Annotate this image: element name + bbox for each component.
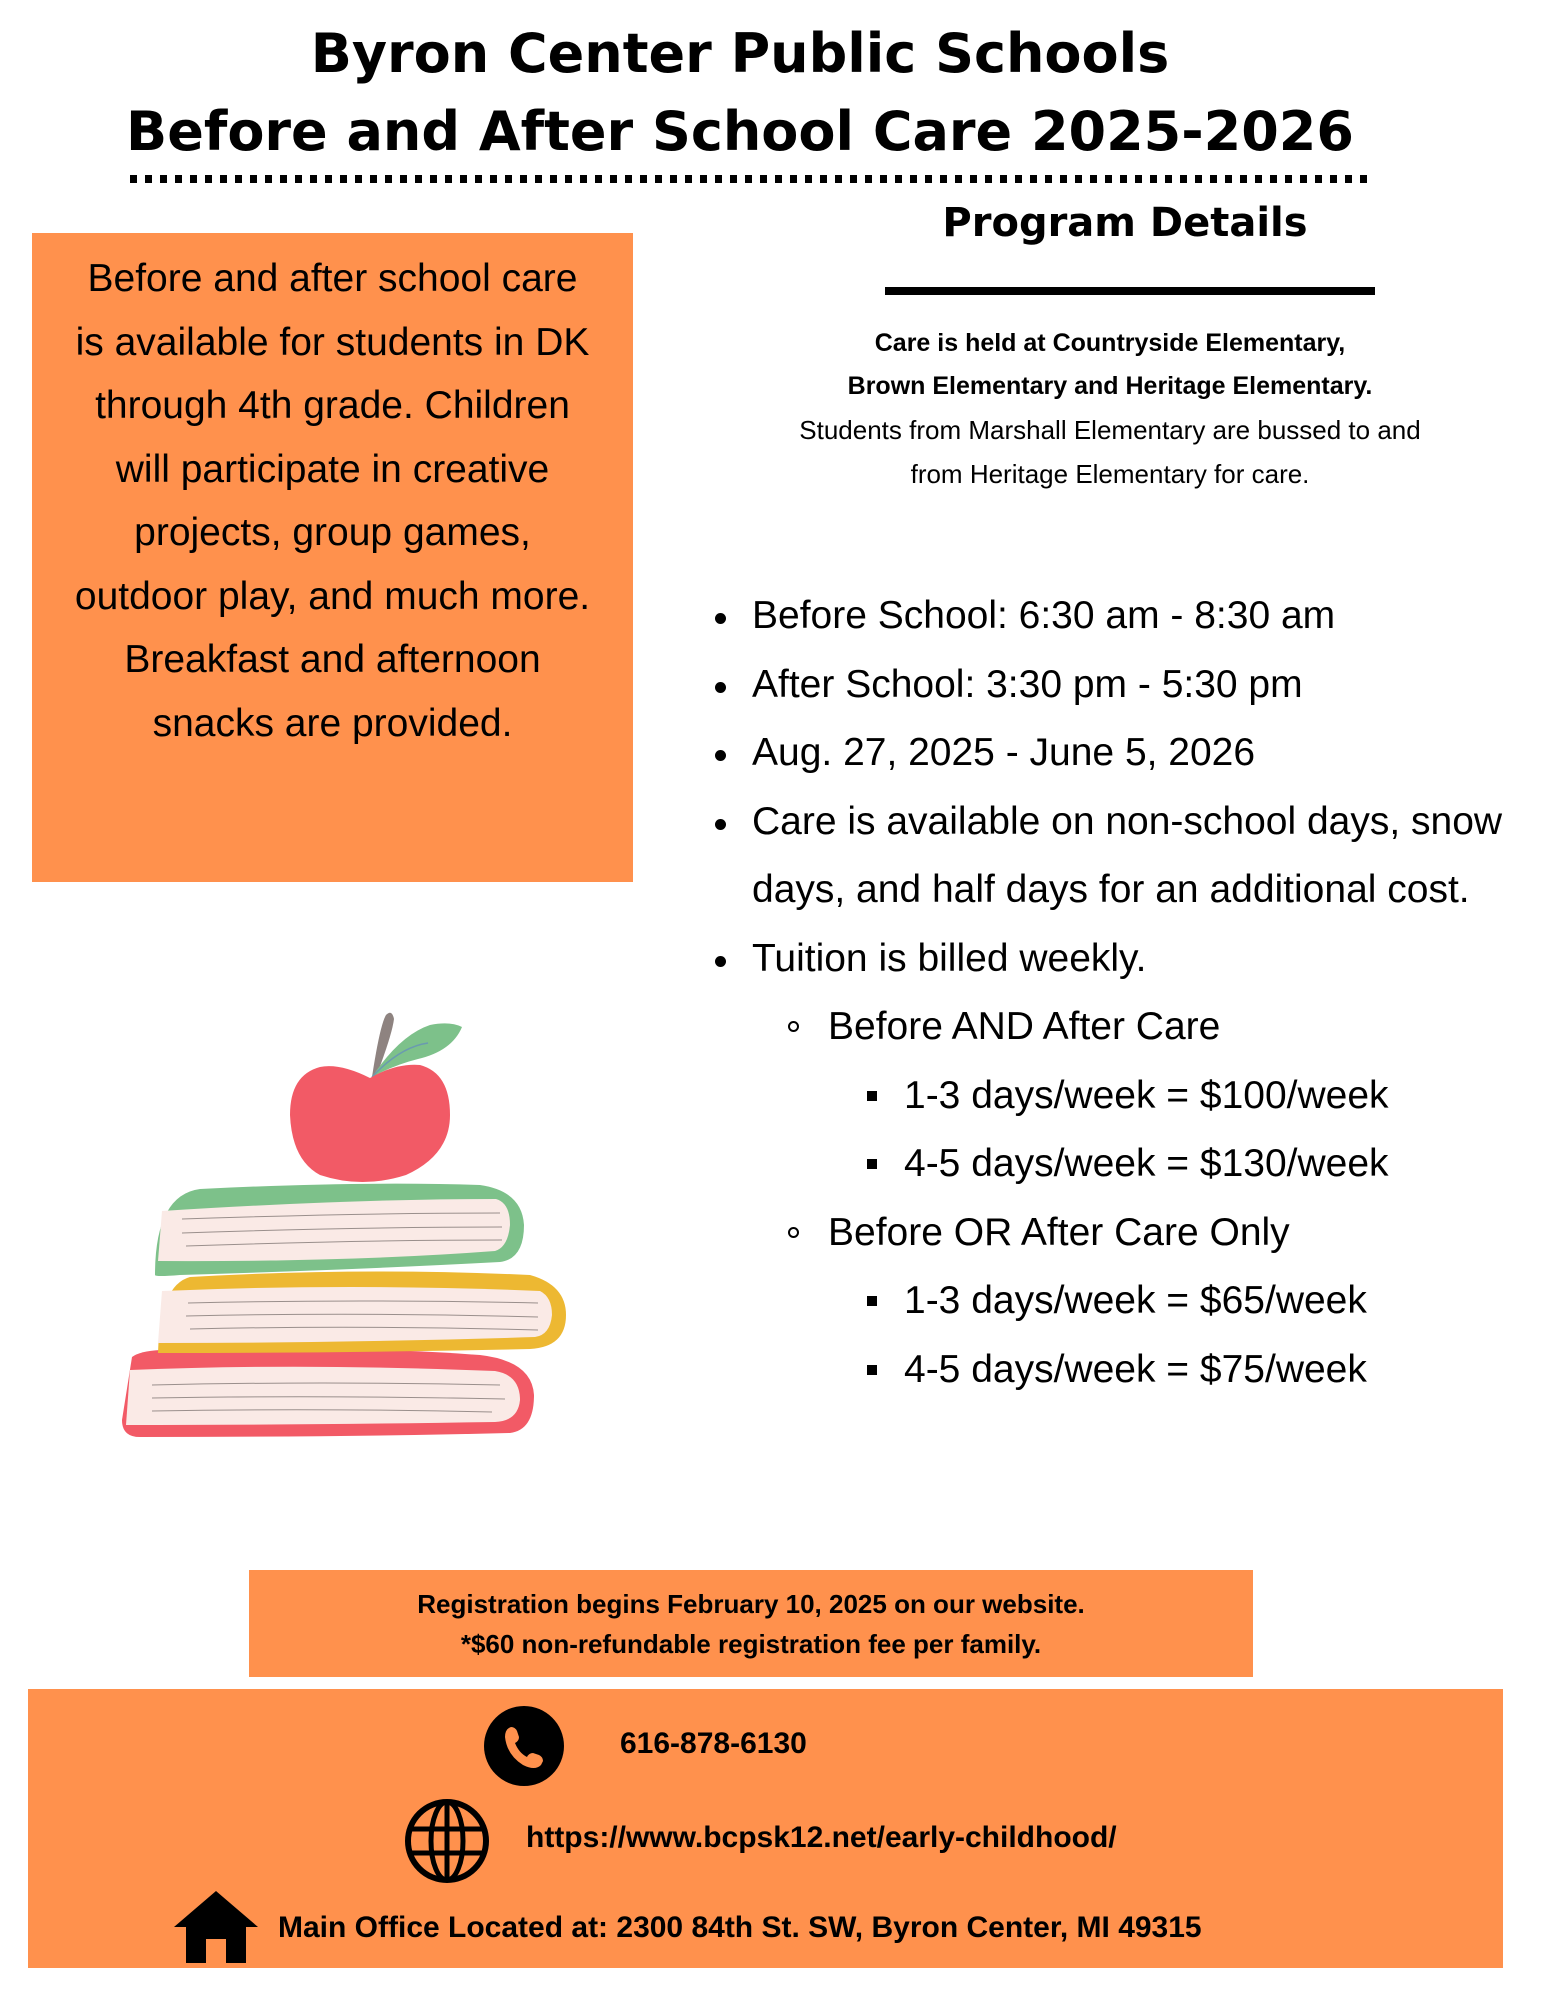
bus-note-line-2: from Heritage Elementary for care. [910, 459, 1310, 489]
apple-books-illustration [100, 985, 580, 1445]
locations-block [720, 322, 1500, 496]
book-green-icon [155, 1184, 524, 1276]
phone-number[interactable]: 616-878-6130 [620, 1727, 807, 1760]
detail-non-school-days: Care is available on non-school days, snow days, and half days for an additional cost. [700, 788, 1520, 925]
tuition-rate: 1-3 days/week = $100/week [700, 1062, 1520, 1131]
registration-banner [249, 1570, 1253, 1677]
detail-after-school: After School: 3:30 pm - 5:30 pm [700, 651, 1520, 720]
book-yellow-icon [158, 1271, 566, 1353]
registration-fee: *$60 non-refundable registration fee per family. [460, 1629, 1042, 1659]
registration-date: Registration begins February 10, 2025 on our website. [417, 1589, 1085, 1619]
detail-dates: Aug. 27, 2025 - June 5, 2026 [700, 719, 1520, 788]
office-address: Main Office Located at: 2300 84th St. SW, Byron Center, MI 49315 [278, 1911, 1202, 1944]
intro-text: Before and after school care is available for students in DK through 4th grade. Children will participate in creative projects, group games, outdoor play, and much more. Breakfast and afternoon snacks are provided. [74, 257, 591, 745]
heading-rule [885, 287, 1375, 295]
program-title: Before and After School Care 2025-2026 [126, 100, 1354, 163]
detail-tuition: Tuition is billed weekly. [700, 925, 1520, 994]
apple-icon [290, 1013, 462, 1182]
tuition-rate: 4-5 days/week = $130/week [700, 1130, 1520, 1199]
tuition-category-both: Before AND After Care [700, 993, 1520, 1062]
program-details-heading: Program Details [942, 200, 1308, 246]
home-icon [174, 1891, 258, 1967]
contact-footer [28, 1689, 1503, 1968]
locations-line-1: Care is held at Countryside Elementary, [874, 329, 1346, 357]
intro-box [32, 233, 633, 882]
globe-icon [403, 1797, 491, 1889]
phone-icon [483, 1705, 565, 1791]
locations-line-2: Brown Elementary and Heritage Elementary. [847, 372, 1373, 400]
tuition-rate: 4-5 days/week = $75/week [700, 1336, 1520, 1405]
website-link[interactable]: https://www.bcpsk12.net/early-childhood/ [526, 1821, 1117, 1854]
tuition-rate: 1-3 days/week = $65/week [700, 1267, 1520, 1336]
book-red-icon [122, 1348, 534, 1437]
tuition-category-single: Before OR After Care Only [700, 1199, 1520, 1268]
details-list [700, 582, 1520, 1404]
bus-note-line-1: Students from Marshall Elementary are bussed to and [799, 415, 1421, 445]
dotted-divider [130, 175, 1370, 183]
school-name-title: Byron Center Public Schools [310, 22, 1170, 85]
detail-before-school: Before School: 6:30 am - 8:30 am [700, 582, 1520, 651]
